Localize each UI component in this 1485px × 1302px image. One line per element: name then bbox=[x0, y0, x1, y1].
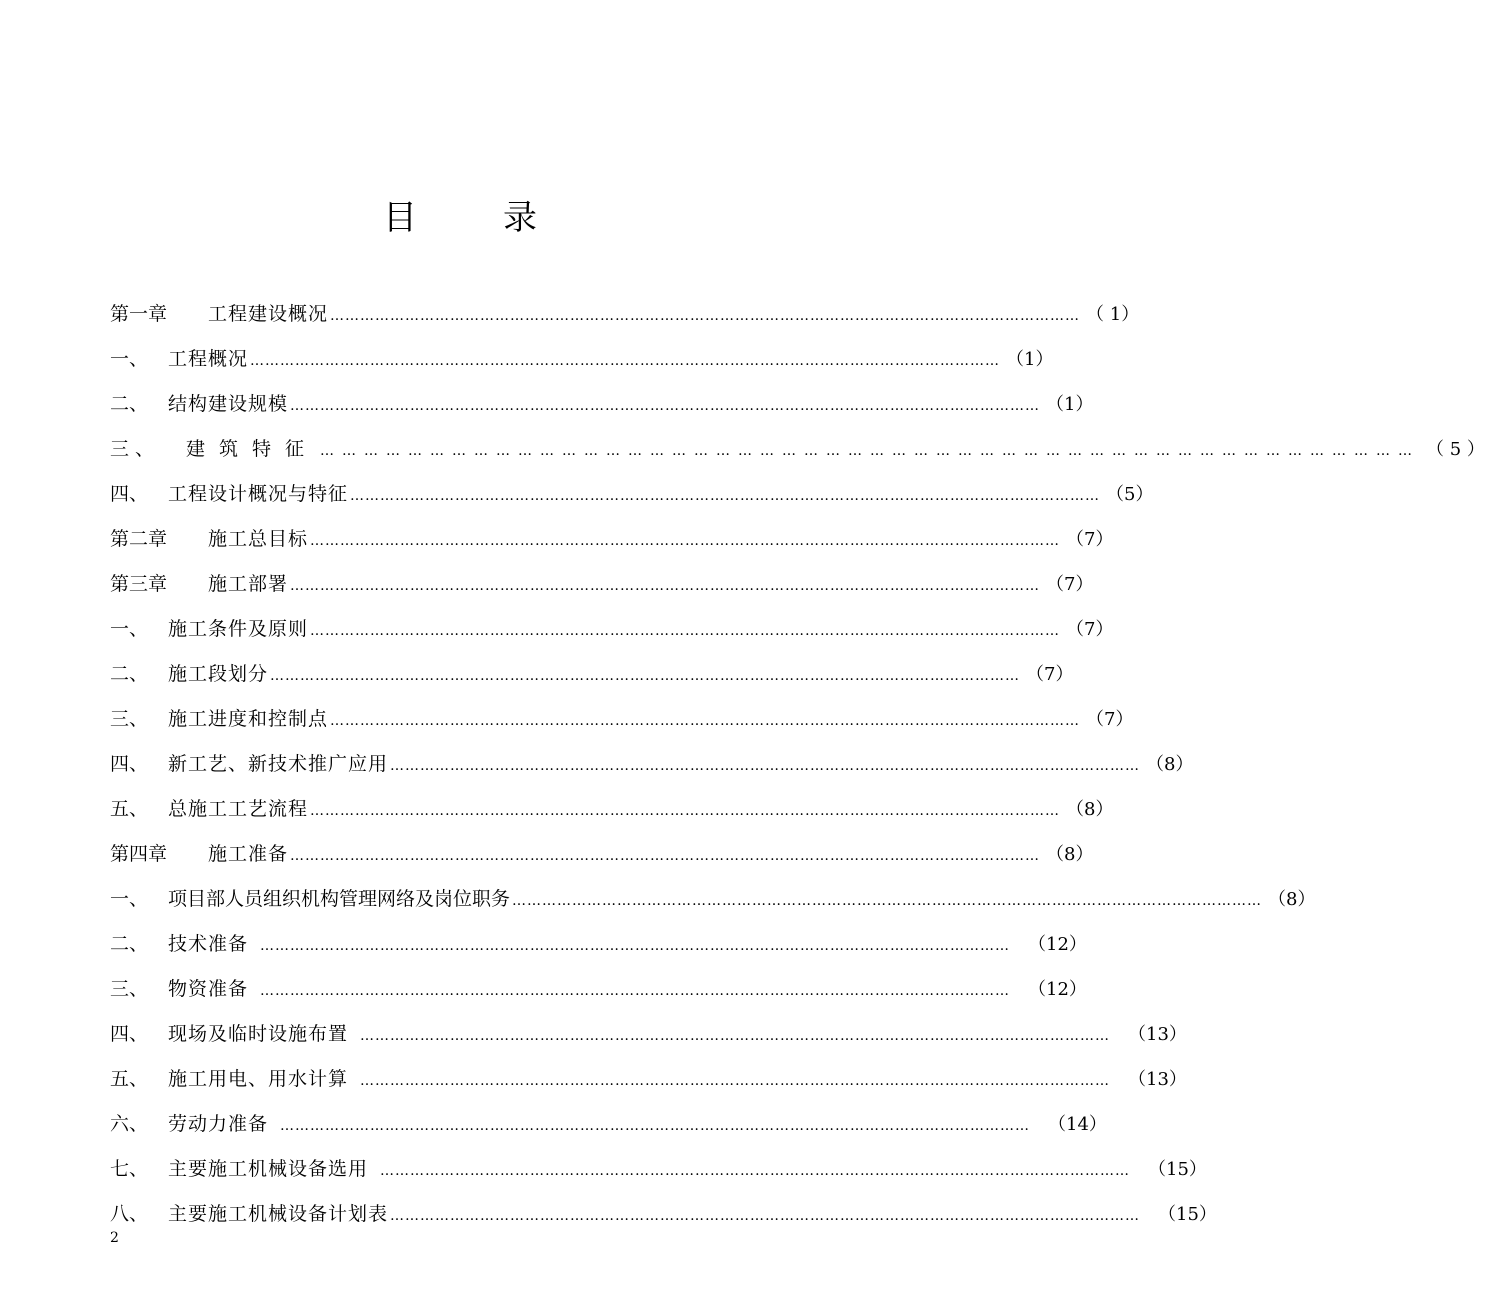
toc-entry[interactable] bbox=[110, 742, 1194, 787]
toc-number: 六、 bbox=[110, 1113, 149, 1135]
toc-number: 一、 bbox=[110, 888, 149, 910]
toc-label: 现场及临时设施布置 bbox=[168, 1023, 349, 1045]
toc-entry[interactable] bbox=[110, 1102, 1107, 1147]
dot-leader: …………………………………………………………………………………………………………………………………… bbox=[330, 308, 1081, 324]
toc-page: （15） bbox=[1158, 1204, 1217, 1225]
toc-entry-chapter-3[interactable] bbox=[110, 562, 1094, 607]
toc-number: 三、 bbox=[110, 708, 149, 730]
page-title bbox=[0, 196, 920, 240]
toc-number: 四、 bbox=[110, 1023, 149, 1045]
toc-page: （8） bbox=[1046, 844, 1094, 865]
toc-entry[interactable] bbox=[110, 1057, 1187, 1102]
toc-page: （14） bbox=[1048, 1114, 1107, 1135]
title-char-1: 目 bbox=[383, 198, 417, 238]
toc-label: 项目部人员组织机构管理网络及岗位职务 bbox=[168, 888, 511, 910]
toc-page: （8） bbox=[1146, 754, 1194, 775]
dot-leader: …………………………………………………………………………………………………………………………………… bbox=[260, 938, 1011, 954]
toc-page: （7） bbox=[1026, 664, 1074, 685]
toc-entry[interactable] bbox=[110, 607, 1114, 652]
dot-leader: …………………………………………………………………………………………………………………………………… bbox=[310, 803, 1061, 819]
toc-label: 总施工工艺流程 bbox=[168, 798, 309, 820]
dot-leader: …………………………………………………………………………………………………………………………………… bbox=[360, 1028, 1111, 1044]
toc-number: 七、 bbox=[110, 1158, 149, 1180]
toc-entry[interactable] bbox=[110, 1012, 1187, 1057]
dot-leader: …………………………………………………………………………………………………………………………………… bbox=[280, 1118, 1031, 1134]
toc-entry[interactable] bbox=[110, 1192, 1217, 1237]
toc-number: 第一章 bbox=[110, 303, 168, 325]
dot-leader: …………………………………………………………………………………………………………………………………… bbox=[350, 488, 1101, 504]
toc-page: （12） bbox=[1028, 979, 1087, 1000]
toc-entry[interactable] bbox=[110, 697, 1134, 742]
toc-entry[interactable] bbox=[110, 787, 1114, 832]
toc-label: 新工艺、新技术推广应用 bbox=[168, 753, 389, 775]
dot-leader: …………………………………………………………………………………………………………………………………… bbox=[512, 893, 1263, 909]
toc-entry[interactable] bbox=[110, 652, 1074, 697]
toc-page: （ 1） bbox=[1086, 304, 1140, 325]
toc-page: （7） bbox=[1066, 529, 1114, 550]
toc-number: 四、 bbox=[110, 753, 149, 775]
toc-page: （13） bbox=[1128, 1069, 1187, 1090]
toc-page: （1） bbox=[1046, 394, 1094, 415]
toc-label: 主要施工机械设备计划表 bbox=[168, 1203, 389, 1225]
toc-label: 物资准备 bbox=[168, 978, 249, 1000]
toc-page: （7） bbox=[1066, 619, 1114, 640]
toc-label: 施工总目标 bbox=[208, 528, 309, 550]
toc-entry[interactable] bbox=[110, 967, 1087, 1012]
toc-number: 四、 bbox=[110, 483, 149, 505]
toc-label: 工程建设概况 bbox=[208, 303, 329, 325]
toc-entry[interactable] bbox=[110, 337, 1054, 382]
toc-number: 二、 bbox=[110, 393, 149, 415]
dot-leader: …………………………………………………………………………………………………………………………………… bbox=[390, 1208, 1141, 1224]
toc-label: 施工进度和控制点 bbox=[168, 708, 329, 730]
footer-page-number: 2 bbox=[110, 1230, 119, 1246]
toc-page: （1） bbox=[1006, 349, 1054, 370]
toc-page: （ 5 ） bbox=[1426, 439, 1485, 460]
toc-number: 一、 bbox=[110, 618, 149, 640]
dot-leader: …………………………………………………………………………………………………………………………………… bbox=[330, 713, 1081, 729]
toc-label: 建筑特征 bbox=[186, 438, 319, 460]
dot-leader: …………………………………………………………………………………………………………………………………… bbox=[360, 1073, 1111, 1089]
dot-leader: …………………………………………………………………………………………………………………………………… bbox=[290, 398, 1041, 414]
toc-entry[interactable] bbox=[110, 472, 1154, 517]
table-of-contents bbox=[110, 292, 1485, 1237]
title-char-2: 录 bbox=[503, 198, 537, 238]
toc-page: （5） bbox=[1106, 484, 1154, 505]
dot-leader: …………………………………………………………………………………………………………………………………… bbox=[380, 1163, 1131, 1179]
toc-number: 五、 bbox=[110, 798, 149, 820]
toc-entry-chapter-1[interactable] bbox=[110, 292, 1140, 337]
toc-page: （12） bbox=[1028, 934, 1087, 955]
toc-page: （8） bbox=[1066, 799, 1114, 820]
toc-label: 结构建设规模 bbox=[168, 393, 289, 415]
toc-entry-chapter-4[interactable] bbox=[110, 832, 1094, 877]
toc-entry[interactable] bbox=[110, 877, 1316, 922]
dot-leader: …………………………………………………………………………………………………………………………………… bbox=[320, 443, 1421, 459]
toc-entry[interactable] bbox=[110, 1147, 1207, 1192]
toc-entry[interactable] bbox=[110, 427, 1485, 472]
toc-number: 二、 bbox=[110, 933, 149, 955]
toc-number: 一、 bbox=[110, 348, 149, 370]
toc-number: 三、 bbox=[110, 978, 149, 1000]
dot-leader: …………………………………………………………………………………………………………………………………… bbox=[260, 983, 1011, 999]
toc-label: 施工用电、用水计算 bbox=[168, 1068, 349, 1090]
toc-label: 施工准备 bbox=[208, 843, 289, 865]
toc-label: 主要施工机械设备选用 bbox=[168, 1158, 369, 1180]
toc-label: 施工条件及原则 bbox=[168, 618, 309, 640]
toc-entry-chapter-2[interactable] bbox=[110, 517, 1114, 562]
dot-leader: …………………………………………………………………………………………………………………………………… bbox=[290, 848, 1041, 864]
toc-label: 劳动力准备 bbox=[168, 1113, 269, 1135]
toc-number: 第四章 bbox=[110, 843, 168, 865]
toc-entry[interactable] bbox=[110, 922, 1087, 967]
toc-label: 工程设计概况与特征 bbox=[168, 483, 349, 505]
toc-label: 施工段划分 bbox=[168, 663, 269, 685]
toc-number: 三 、 bbox=[110, 438, 155, 460]
toc-entry[interactable] bbox=[110, 382, 1094, 427]
toc-page: （8） bbox=[1268, 889, 1316, 910]
dot-leader: …………………………………………………………………………………………………………………………………… bbox=[390, 758, 1141, 774]
dot-leader: …………………………………………………………………………………………………………………………………… bbox=[270, 668, 1021, 684]
dot-leader: …………………………………………………………………………………………………………………………………… bbox=[310, 533, 1061, 549]
toc-number: 第二章 bbox=[110, 528, 168, 550]
toc-number: 八、 bbox=[110, 1203, 149, 1225]
toc-label: 工程概况 bbox=[168, 348, 249, 370]
toc-page: （7） bbox=[1086, 709, 1134, 730]
dot-leader: …………………………………………………………………………………………………………………………………… bbox=[310, 623, 1061, 639]
toc-page: （13） bbox=[1128, 1024, 1187, 1045]
toc-page: （15） bbox=[1148, 1159, 1207, 1180]
toc-label: 技术准备 bbox=[168, 933, 249, 955]
dot-leader: …………………………………………………………………………………………………………………………………… bbox=[290, 578, 1041, 594]
toc-label: 施工部署 bbox=[208, 573, 289, 595]
toc-number: 二、 bbox=[110, 663, 149, 685]
toc-page: （7） bbox=[1046, 574, 1094, 595]
toc-number: 第三章 bbox=[110, 573, 168, 595]
toc-number: 五、 bbox=[110, 1068, 149, 1090]
dot-leader: …………………………………………………………………………………………………………………………………… bbox=[250, 353, 1001, 369]
